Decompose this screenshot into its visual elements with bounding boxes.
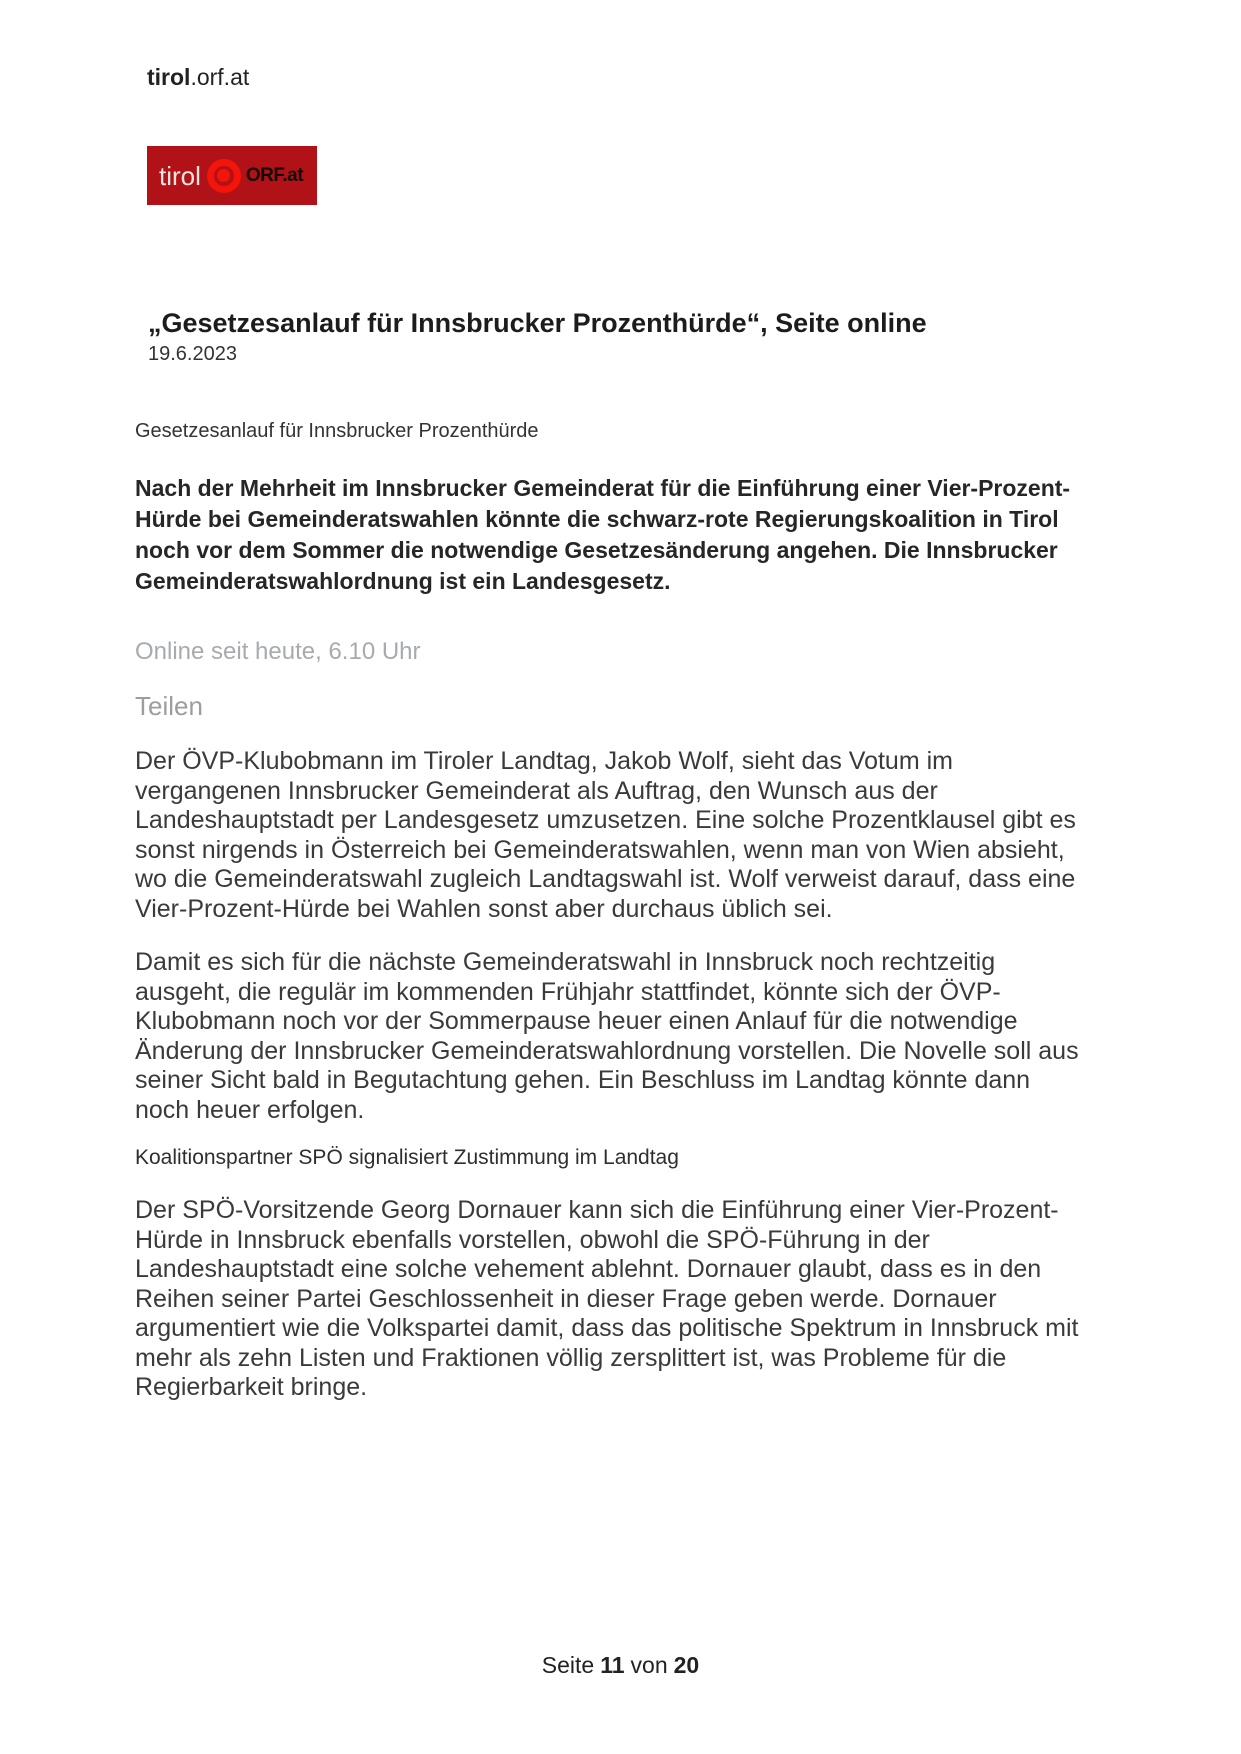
footer-of-label: von [630,1652,668,1678]
article-subheading: Koalitionspartner SPÖ signalisiert Zustimmung im Landtag [135,1146,679,1169]
article-paragraph: Der SPÖ-Vorsitzende Georg Dornauer kann sich die Einführung einer Vier-Prozent-Hürde in Innsbruck ebenfalls vorstellen, obwohl die SPÖ-Führung in der Landeshauptstadt eine solche vehement ablehnt. Dornauer glaubt, dass es in den Reihen seiner Partei Geschlossenheit in dieser Frage geben werde. Dornauer argumentiert wie die Volkspartei damit, dass das politische Spektrum in Innsbruck mit mehr als zehn Listen und Fraktionen völlig zersplittert ist, was Probleme für die Regierbarkeit bringe. [135,1196,1079,1401]
share-label: Teilen [135,691,203,721]
site-url [147,64,249,91]
tirol-orf-logo [147,146,317,205]
online-since-label: Online seit heute, 6.10 Uhr [135,638,421,665]
article-paragraph: Der ÖVP-Klubobmann im Tiroler Landtag, Jakob Wolf, sieht das Votum im vergangenen Innsbrucker Gemeinderat als Auftrag, den Wunsch aus der Landeshauptstadt per Landesgesetz umzusetzen. Eine solche Prozentklausel gibt es sonst nirgends in Österreich bei Gemeinderatswahlen, wenn man von Wien absieht, wo die Gemeinderatswahl zugleich Landtagswahl ist. Wolf verweist darauf, dass eine Vier-Prozent-Hürde bei Wahlen sonst aber durchaus üblich sei. [135,747,1076,923]
orf-target-icon [207,159,241,193]
logo-tirol-text: tirol [159,160,201,191]
article-paragraph: Damit es sich für die nächste Gemeinderatswahl in Innsbruck noch rechtzeitig ausgeht, die regulär im kommenden Frühjahr stattfindet, könnte sich der ÖVP-Klubobmann noch vor der Sommerpause heuer einen Anlauf für die notwendige Änderung der Innsbrucker Gemeinderatswahlordnung vorstellen. Die Novelle soll aus seiner Sicht bald in Begutachtung gehen. Ein Beschluss im Landtag könnte dann noch heuer erfolgen. [135,948,1079,1124]
logo-orfat-text: ORF.at [245,164,304,186]
footer-page-current: 11 [600,1652,625,1678]
article-lead: Nach der Mehrheit im Innsbrucker Gemeinderat für die Einführung einer Vier-Prozent-Hürde bei Gemeinderatswahlen könnte die schwarz-rote Regierungskoalition in Tirol noch vor dem Sommer die notwendige Gesetzesänderung angehen. Die Innsbrucker Gemeinderatswahlordnung ist ein Landesgesetz. [135,475,1071,594]
footer-page-label: Seite [541,1652,595,1678]
article-date: 19.6.2023 [148,343,237,365]
footer-page-total: 20 [673,1652,700,1678]
site-url-rest: .orf.at [190,64,250,90]
page-footer [0,1652,1241,1679]
article-kicker: Gesetzesanlauf für Innsbrucker Prozenthürde [135,420,539,442]
site-url-bold: tirol [147,64,191,90]
article-title: „Gesetzesanlauf für Innsbrucker Prozenthürde“, Seite online [148,308,927,338]
